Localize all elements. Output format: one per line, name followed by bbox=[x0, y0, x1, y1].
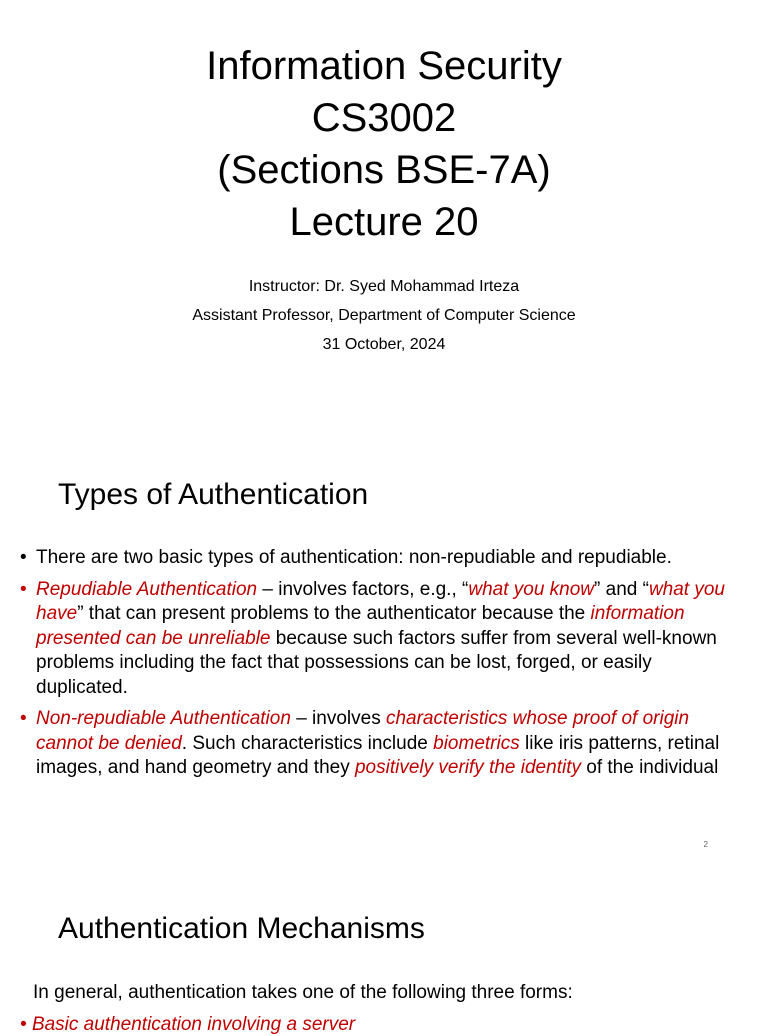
page-number: 2 bbox=[703, 840, 708, 849]
bullet-text: like iris patterns, retinal images, and hand geometry and they bbox=[36, 732, 720, 778]
slide-heading: Authentication Mechanisms bbox=[58, 912, 425, 945]
bullet-item bbox=[20, 546, 744, 571]
slide-heading: Types of Authentication bbox=[58, 478, 369, 511]
highlight-text: characteristics whose proof of origin cannot be denied bbox=[36, 708, 690, 754]
bullet-item bbox=[20, 707, 744, 781]
bullet-marker: • bbox=[20, 578, 27, 600]
bullet-text: – involves bbox=[290, 708, 386, 729]
bullet-text: . Such characteristics include bbox=[181, 732, 434, 754]
bullet-item bbox=[20, 1014, 355, 1036]
lecture-title bbox=[0, 40, 768, 248]
title-line-lecture: Lecture 20 bbox=[289, 200, 479, 244]
highlight-text: information presented can be unreliable bbox=[36, 603, 685, 649]
title-line-course: Information Security bbox=[206, 44, 562, 88]
instructor-name: Instructor: Dr. Syed Mohammad Irteza bbox=[248, 278, 520, 295]
title-line-code: CS3002 bbox=[311, 96, 457, 140]
bullet-marker: • bbox=[20, 708, 27, 729]
authentication-mechanisms-slide bbox=[0, 880, 768, 1035]
term-non-repudiable: Non-repudiable Authentication bbox=[36, 708, 291, 729]
title-line-sections: (Sections BSE-7A) bbox=[217, 148, 551, 192]
bullet-text: There are two basic types of authentication: non-repudiable and repudiable. bbox=[36, 547, 672, 568]
highlight-text: what you have bbox=[36, 578, 725, 624]
highlight-text: positively verify the identity bbox=[354, 757, 581, 778]
types-of-authentication-slide bbox=[0, 440, 768, 860]
bullet-marker: • bbox=[20, 547, 27, 568]
highlight-text: what you know bbox=[468, 578, 595, 600]
intro-text: In general, authentication takes one of the following three forms: bbox=[33, 982, 573, 1003]
bullet-text: – involves factors, e.g., “ bbox=[257, 578, 469, 600]
term-repudiable: Repudiable Authentication bbox=[36, 578, 258, 600]
bullet-text: ” and “ bbox=[594, 578, 649, 600]
bullet-text: Basic authentication involving a server bbox=[31, 1014, 356, 1035]
highlight-text: biometrics bbox=[433, 732, 520, 754]
bullet-list bbox=[20, 546, 744, 788]
bullet-text: ” that can present problems to the authenticator because the bbox=[77, 603, 591, 624]
bullet-item bbox=[20, 578, 744, 701]
lecture-date: 31 October, 2024 bbox=[322, 336, 446, 353]
bullet-text: because such factors suffer from several well-known problems including the fact that possessions can be lost, forged, or easily duplicated. bbox=[36, 627, 717, 698]
lecture-subtitle bbox=[0, 272, 768, 359]
title-slide bbox=[0, 0, 768, 400]
bullet-marker: • bbox=[20, 1014, 27, 1035]
instructor-position: Assistant Professor, Department of Computer Science bbox=[192, 307, 576, 324]
bullet-text: of the individual bbox=[580, 757, 719, 778]
